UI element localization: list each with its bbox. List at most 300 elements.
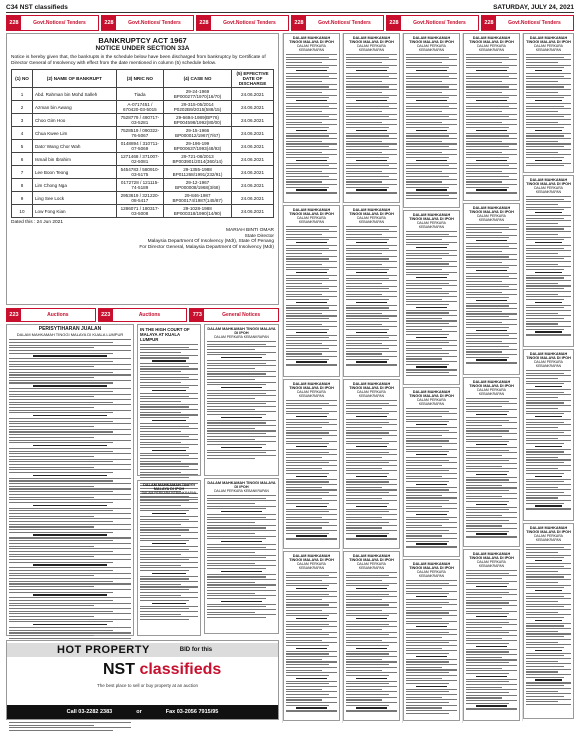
- text-line: [207, 503, 255, 504]
- text-line: [9, 388, 131, 389]
- text-line: [346, 438, 382, 439]
- text-line: [9, 559, 131, 560]
- text-line: [466, 84, 517, 85]
- text-line: [286, 78, 337, 79]
- text-line: [346, 481, 389, 482]
- text-line: [286, 470, 337, 471]
- text-line: [526, 503, 564, 504]
- text-line: [286, 435, 337, 436]
- text-line: [140, 597, 198, 598]
- text-line: [346, 441, 397, 442]
- text-line: [466, 138, 517, 139]
- text-line: [476, 676, 507, 677]
- text-line: [466, 619, 517, 620]
- text-line: [406, 231, 457, 232]
- text-line: [207, 593, 255, 594]
- text-line: [535, 130, 562, 131]
- text-line: [466, 192, 517, 193]
- text-line: [9, 730, 113, 731]
- text-line: [526, 207, 571, 208]
- text-line: [526, 127, 564, 128]
- text-line: [526, 165, 564, 166]
- text-line: [526, 495, 571, 496]
- text-line: [466, 335, 509, 336]
- text-line: [286, 511, 329, 512]
- text-line: [406, 697, 442, 698]
- text-line: [466, 573, 509, 574]
- notice-column: [137, 480, 201, 638]
- text-line: [207, 346, 276, 347]
- text-line: [140, 565, 181, 566]
- text-line: [466, 630, 517, 631]
- text-line: [526, 119, 571, 120]
- text-line: [406, 78, 457, 79]
- text-line: [152, 360, 187, 361]
- text-line: [346, 256, 397, 257]
- text-line: [406, 607, 442, 608]
- text-line: [535, 476, 562, 477]
- text-line: [9, 567, 131, 568]
- text-line: [526, 438, 558, 439]
- text-line: [466, 179, 517, 180]
- text-line: [346, 106, 389, 107]
- text-line: [526, 582, 558, 583]
- text-line: [476, 533, 507, 534]
- text-line: [526, 669, 571, 670]
- text-line: [286, 462, 329, 463]
- text-line: [526, 261, 571, 262]
- text-line: [346, 179, 397, 180]
- text-line: [406, 57, 449, 58]
- text-line: [526, 92, 558, 93]
- text-line: [286, 642, 337, 643]
- text-line: [207, 563, 255, 564]
- text-line: [33, 445, 106, 446]
- text-line: [406, 710, 457, 711]
- text-line: [221, 601, 262, 602]
- text-line: [526, 492, 564, 493]
- text-line: [526, 402, 564, 403]
- text-line: [286, 577, 337, 578]
- text-line: [346, 116, 389, 117]
- text-line: [466, 319, 517, 320]
- text-line: [526, 397, 558, 398]
- text-line: [346, 250, 397, 251]
- text-line: [152, 390, 187, 391]
- text-line: [526, 682, 571, 683]
- text-line: [526, 400, 571, 401]
- text-line: [466, 97, 509, 98]
- text-line: [9, 440, 131, 441]
- table-cell: A-0717451 / 670420-03-5015: [116, 101, 163, 114]
- text-line: [406, 525, 442, 526]
- text-line: [286, 114, 337, 115]
- text-line: [466, 114, 517, 115]
- text-line: [140, 363, 198, 364]
- table-cell: Lee Boon Teong: [32, 166, 116, 179]
- table-cell: 29-1355-1988 BP011268/1991(232/91): [163, 166, 231, 179]
- text-line: [346, 192, 397, 193]
- text-line: [526, 318, 564, 319]
- text-line: [346, 353, 382, 354]
- text-line: [406, 446, 442, 447]
- text-line: [207, 565, 276, 566]
- text-line: [286, 146, 329, 147]
- text-line: [9, 374, 131, 375]
- text-line: [286, 119, 337, 120]
- text-line: [406, 468, 457, 469]
- text-line: [9, 399, 131, 400]
- text-line: [296, 361, 327, 362]
- table-cell: 24.06.2021: [232, 166, 274, 179]
- text-line: [207, 582, 255, 583]
- text-line: [356, 160, 387, 161]
- text-line: [406, 315, 457, 316]
- text-line: [140, 508, 198, 509]
- text-line: [207, 371, 276, 372]
- text-line: [346, 359, 389, 360]
- section-header-row: [6, 15, 574, 31]
- text-line: [207, 352, 276, 353]
- text-line: [286, 54, 337, 55]
- text-line: [33, 355, 106, 356]
- text-line: [296, 506, 327, 507]
- text-line: [466, 679, 517, 680]
- ad-tagline: The best place to sell or buy property at an auction: [97, 683, 199, 688]
- text-line: [140, 549, 189, 550]
- text-line: [406, 413, 457, 414]
- text-line: [140, 606, 198, 607]
- notice-column: [282, 33, 340, 723]
- text-line: [406, 242, 457, 243]
- text-line: [466, 294, 517, 295]
- court-notice: DALAM MAHKAMAH TINGGI MALAYA DI IPOH DALAM PERKARA KEBANKRAPAN: [463, 377, 520, 547]
- text-line: [535, 331, 562, 332]
- text-line: [9, 380, 131, 381]
- text-line: [286, 135, 329, 136]
- text-line: [9, 434, 131, 435]
- text-line: [406, 599, 457, 600]
- text-line: [221, 357, 262, 358]
- text-line: [416, 160, 447, 161]
- text-line: [406, 353, 449, 354]
- text-line: [140, 510, 189, 511]
- text-line: [207, 363, 266, 364]
- text-line: [526, 294, 558, 295]
- text-line: [140, 576, 198, 577]
- text-line: [466, 409, 517, 410]
- text-line: [466, 351, 502, 352]
- court-notice: DALAM MAHKAMAH TINGGI MALAYA DI IPOH DALAM PERKARA KEBANKRAPAN: [343, 205, 400, 377]
- text-line: [466, 528, 517, 529]
- text-line: [526, 226, 571, 227]
- text-line: [346, 299, 389, 300]
- text-line: [286, 97, 329, 98]
- text-line: [526, 568, 571, 569]
- text-line: [466, 152, 502, 153]
- text-line: [207, 398, 255, 399]
- text-line: [356, 678, 387, 679]
- text-line: [207, 455, 276, 456]
- text-line: [286, 621, 337, 622]
- text-line: [9, 347, 94, 348]
- text-line: [346, 73, 397, 74]
- text-line: [406, 176, 449, 177]
- text-line: [346, 689, 382, 690]
- text-line: [406, 239, 442, 240]
- text-line: [296, 618, 327, 619]
- text-line: [406, 89, 457, 90]
- text-line: [207, 519, 276, 520]
- text-line: [346, 124, 397, 125]
- text-line: [207, 382, 276, 383]
- text-line: [346, 313, 382, 314]
- text-line: [466, 95, 517, 96]
- court-notice: DALAM MAHKAMAH TINGGI MALAYA DI IPOH DALAM PERKARA KEBANKRAPAN: [403, 559, 460, 721]
- text-line: [406, 97, 449, 98]
- text-line: [346, 187, 389, 188]
- text-line: [406, 54, 457, 55]
- text-line: [526, 473, 564, 474]
- text-line: [9, 382, 113, 383]
- text-line: [406, 618, 442, 619]
- text-line: [286, 509, 337, 510]
- text-line: [466, 265, 517, 266]
- text-line: [526, 285, 571, 286]
- text-line: [207, 508, 266, 509]
- text-line: [9, 469, 131, 470]
- table-cell: 29-721-08/2013 BP003901/2014(360/14): [163, 153, 231, 166]
- text-line: [346, 637, 397, 638]
- text-line: [466, 256, 509, 257]
- text-line: [466, 515, 502, 516]
- text-line: [526, 209, 564, 210]
- text-line: [466, 496, 502, 497]
- text-line: [526, 617, 564, 618]
- text-line: [9, 630, 113, 631]
- notice-intro: Notice is hereby given that, the bankrupts in the schedule below have been discharged from bankruptcy by Certificate of Director General of Insolvency with effect from the date mentioned in column (5) schedule below.: [11, 55, 266, 66]
- text-line: [526, 116, 564, 117]
- court-notice: DALAM MAHKAMAH TINGGI MALAYA DI IPOH DALAM PERKARA KEBANKRAPAN: [204, 324, 279, 476]
- text-line: [406, 95, 457, 96]
- text-line: [140, 371, 181, 372]
- general-notice: [137, 324, 201, 476]
- text-line: [466, 463, 517, 464]
- dated-line: Dated this : 24 Jun 2021: [11, 220, 64, 226]
- text-line: [286, 408, 322, 409]
- text-line: [140, 521, 198, 522]
- text-line: [9, 581, 113, 582]
- text-line: [466, 668, 502, 669]
- text-line: [526, 54, 571, 55]
- text-line: [346, 405, 397, 406]
- text-line: [140, 614, 181, 615]
- text-line: [207, 574, 276, 575]
- text-line: [526, 305, 571, 306]
- text-line: [526, 135, 564, 136]
- text-line: [406, 133, 457, 134]
- text-line: [207, 368, 255, 369]
- table-cell: 5454783 / 580910-03-5175: [116, 166, 163, 179]
- text-line: [526, 465, 571, 466]
- text-line: [140, 532, 198, 533]
- text-line: [466, 57, 509, 58]
- text-line: [526, 199, 564, 200]
- text-line: [286, 484, 337, 485]
- text-line: [346, 288, 389, 289]
- text-line: [526, 696, 564, 697]
- text-line: [286, 348, 329, 349]
- notice-column: [462, 33, 520, 723]
- text-line: [466, 103, 517, 104]
- text-line: [476, 160, 507, 161]
- text-line: [406, 530, 449, 531]
- text-line: [406, 591, 457, 592]
- text-line: [140, 444, 198, 445]
- text-line: [346, 403, 389, 404]
- text-line: [406, 419, 457, 420]
- text-line: [286, 326, 337, 327]
- text-line: [526, 394, 571, 395]
- text-line: [406, 329, 442, 330]
- text-line: [406, 76, 449, 77]
- text-line: [140, 426, 189, 427]
- text-line: [406, 108, 457, 109]
- section-header: 223 Auctions: [98, 308, 188, 322]
- text-line: [466, 157, 509, 158]
- text-line: [406, 451, 449, 452]
- text-line: [286, 329, 329, 330]
- text-line: [346, 645, 389, 646]
- text-line: [286, 443, 329, 444]
- text-line: [346, 135, 389, 136]
- text-line: [346, 356, 397, 357]
- text-line: [346, 424, 397, 425]
- text-line: [466, 597, 502, 598]
- text-line: [526, 143, 571, 144]
- text-line: [406, 621, 457, 622]
- text-line: [406, 135, 449, 136]
- text-line: [9, 578, 131, 579]
- text-line: [9, 396, 94, 397]
- text-line: [286, 181, 322, 182]
- court-notice: DALAM MAHKAMAH TINGGI MALAYA DI IPOH DALAM PERKARA KEBANKRAPAN: [343, 551, 400, 721]
- text-line: [286, 492, 329, 493]
- text-line: [33, 564, 106, 565]
- text-line: [466, 523, 517, 524]
- text-line: [406, 664, 457, 665]
- text-line: [406, 546, 457, 547]
- text-line: [466, 143, 517, 144]
- text-line: [286, 422, 329, 423]
- text-line: [466, 447, 517, 448]
- text-line: [286, 258, 329, 259]
- text-line: [207, 401, 276, 402]
- text-line: [526, 571, 558, 572]
- text-line: [207, 395, 276, 396]
- text-line: [286, 59, 337, 60]
- text-line: [140, 404, 198, 405]
- text-line: [406, 541, 449, 542]
- text-line: [286, 629, 322, 630]
- text-line: [140, 567, 198, 568]
- text-line: [476, 330, 507, 331]
- text-line: [140, 546, 198, 547]
- text-line: [526, 228, 564, 229]
- text-line: [346, 572, 397, 573]
- text-line: [476, 586, 507, 587]
- text-line: [466, 622, 509, 623]
- text-line: [526, 677, 564, 678]
- text-line: [346, 318, 389, 319]
- text-line: [346, 522, 389, 523]
- text-line: [466, 401, 509, 402]
- text-line: [286, 460, 337, 461]
- text-line: [296, 332, 327, 333]
- text-line: [466, 692, 509, 693]
- text-line: [466, 67, 509, 68]
- text-line: [346, 248, 389, 249]
- text-line: [286, 307, 329, 308]
- text-line: [356, 242, 387, 243]
- text-line: [406, 593, 449, 594]
- text-line: [9, 407, 94, 408]
- text-line: [526, 612, 558, 613]
- text-line: [140, 581, 198, 582]
- text-line: [140, 463, 198, 464]
- text-line: [466, 224, 517, 225]
- text-line: [286, 522, 329, 523]
- text-line: [466, 76, 509, 77]
- text-line: [526, 86, 564, 87]
- text-line: [476, 444, 507, 445]
- text-line: [416, 626, 447, 627]
- text-line: [346, 138, 397, 139]
- text-line: [406, 179, 457, 180]
- text-line: [526, 408, 558, 409]
- text-line: [406, 114, 457, 115]
- text-line: [406, 361, 457, 362]
- text-line: [346, 487, 382, 488]
- text-line: [207, 587, 266, 588]
- text-line: [466, 229, 517, 230]
- text-line: [356, 189, 387, 190]
- text-line: [33, 475, 106, 476]
- text-line: [286, 683, 329, 684]
- table-row: [12, 127, 274, 140]
- text-line: [221, 417, 262, 418]
- text-line: [346, 81, 382, 82]
- text-line: [526, 481, 564, 482]
- text-line: [286, 351, 337, 352]
- text-line: [286, 411, 337, 412]
- text-line: [346, 97, 389, 98]
- text-line: [346, 310, 397, 311]
- text-line: [526, 422, 564, 423]
- text-line: [406, 345, 457, 346]
- text-line: [286, 245, 337, 246]
- text-line: [466, 62, 502, 63]
- text-line: [286, 335, 337, 336]
- text-line: [9, 361, 113, 362]
- text-line: [406, 92, 442, 93]
- text-line: [406, 299, 442, 300]
- text-line: [286, 449, 337, 450]
- text-line: [346, 460, 397, 461]
- text-line: [286, 95, 337, 96]
- text-line: [286, 264, 322, 265]
- text-line: [9, 526, 94, 527]
